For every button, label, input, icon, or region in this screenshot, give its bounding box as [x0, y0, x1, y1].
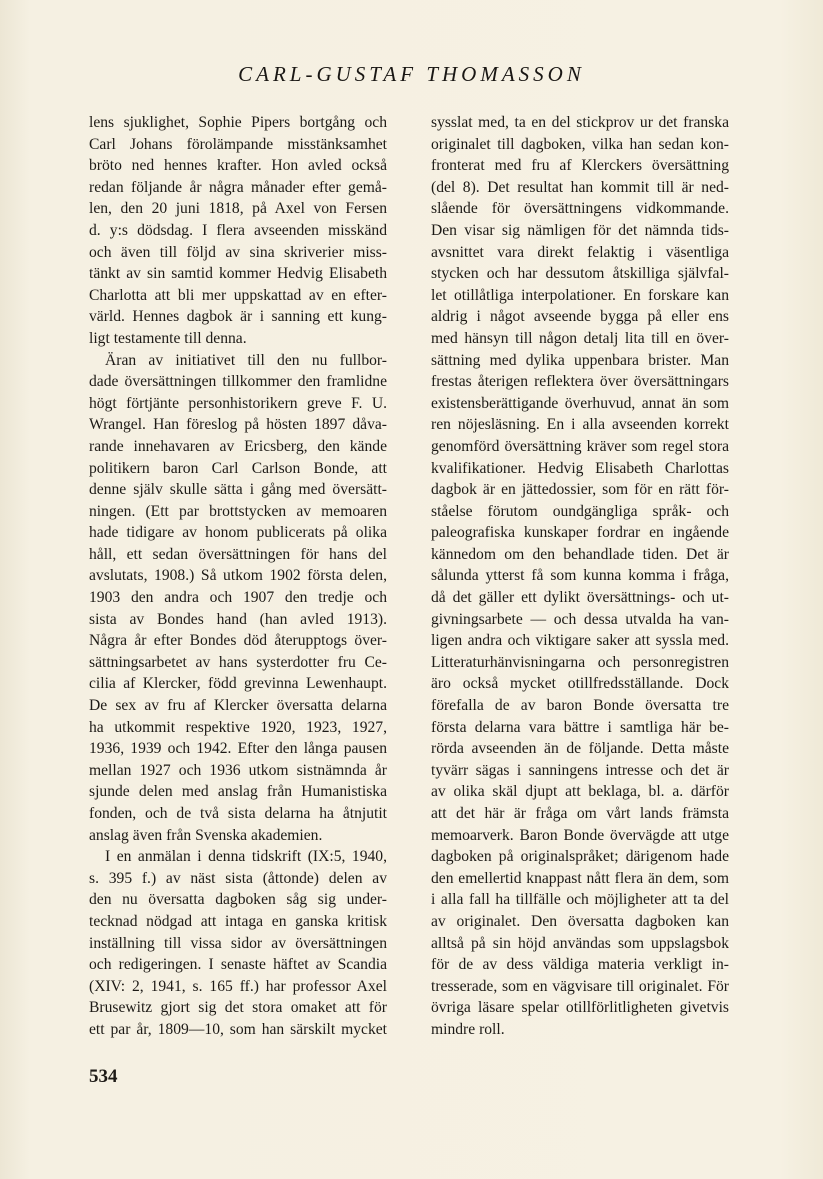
left-column-line: Charlotta att bli mer uppskattad av en efter-	[89, 286, 387, 304]
left-column-line: tänkt av sin samtid kommer Hedvig Elisabeth	[89, 265, 387, 283]
right-column-line: av olika skäl djupt att beklaga, bl. a. därför	[431, 783, 729, 801]
right-column-line: existensberättigande överhuvud, annat än som	[431, 394, 729, 412]
right-column-line: originalet till dagboken, vilka han sedan kon-	[431, 135, 729, 153]
right-column-line: övriga läsare spelar otillförlitligheten givetvis	[431, 999, 729, 1017]
left-column-line: anslag även från Svenska akademien.	[89, 826, 323, 844]
left-column-line: len, den 20 juni 1818, på Axel von Fersen	[89, 200, 387, 218]
left-column-line: s. 395 f.) av näst sista (åttonde) delen av	[89, 869, 387, 887]
left-column-line: avslutats, 1908.) Så utkom 1902 första delen,	[89, 567, 387, 585]
right-column-line: mindre roll.	[431, 1020, 505, 1038]
left-column-line: högt förtjänte personhistorikern greve F. U.	[89, 394, 387, 412]
left-column-line: sättningsarbetet av hans systerdotter fru Ce-	[89, 653, 387, 671]
left-column-line: lens sjuklighet, Sophie Pipers bortgång och	[89, 114, 387, 131]
right-column-line: let otillåtliga interpolationer. En forskare kan	[431, 286, 729, 304]
right-column-line: stycken och har dessutom åtskilliga självfal-	[431, 265, 729, 283]
running-head: CARL-GUSTAF THOMASSON	[238, 62, 585, 86]
right-column-line: då det gäller ett dylikt översättnings- och ut-	[431, 589, 729, 607]
left-column-line: sjunde delen med anslag från Humanistiska	[89, 783, 387, 801]
right-column-line: kännedom om den behandlade tiden. Det är	[431, 545, 729, 563]
left-column-line: dade översättningen tillkommer den framlidne	[89, 373, 387, 391]
left-column-line: sista av Bondes hand (han avled 1913).	[89, 610, 387, 628]
right-column-line: (del 8). Det resultat han kommit till är ned-	[431, 178, 729, 196]
left-column-line: I en anmälan i denna tidskrift (IX:5, 1940,	[105, 848, 387, 866]
right-column-line: första delarna vara bättre i samtliga här be-	[431, 718, 729, 736]
right-column-line: förefalla de av baron Bonde översatta tre	[431, 697, 729, 715]
left-column-line: rande innehavaren av Ericsberg, den kände	[89, 437, 387, 455]
left-column-line: inställning till vissa sidor av översättningen	[89, 934, 387, 952]
left-column-line: Några år efter Bondes död återupptogs över-	[89, 632, 387, 650]
left-column-line: håll, ett sedan översättningen för hans del	[89, 545, 387, 563]
right-column-line: med hänsyn till någon detalj lita till en över-	[431, 329, 729, 347]
left-column-line: den nu översatta dagboken såg sig under-	[89, 891, 387, 909]
right-column-line: att det här är fråga om vårt lands främsta	[431, 805, 729, 822]
right-column-line: frestas återigen reflektera över översättningars	[431, 373, 729, 391]
right-column-line: i alla fall ha tillfälle och möjligheter att ta del	[431, 891, 729, 909]
left-column-line: Äran av initiativet till den nu fullbor-	[105, 351, 387, 369]
right-column-line: paleografiska kunskaper fordrar en ingående	[431, 524, 729, 542]
right-column-line: ståelse förutom oundgängliga språk- och	[431, 502, 729, 520]
right-column-line: kvalifikationer. Hedvig Elisabeth Charlottas	[431, 459, 729, 477]
left-column-line: och redigeringen. I senaste häftet av Scandia	[89, 956, 387, 974]
left-column-line: ett par år, 1809—10, som han särskilt mycket	[89, 1020, 387, 1038]
left-column	[89, 112, 387, 1041]
right-column-line: ren nöjesläsning. En i alla avseenden korrekt	[431, 416, 729, 434]
left-column-line: 1936, 1939 och 1942. Efter den långa pausen	[89, 740, 387, 758]
right-column-line: tresserade, som en vägvisare till originalet. För	[431, 977, 729, 995]
left-column-line: tecknad nödgad att intaga en ganska kritisk	[89, 912, 387, 930]
left-column-line: Wrangel. Han föreslog på hösten 1897 dåva-	[89, 416, 387, 434]
right-column-line: av originalet. Den översatta dagboken kan	[431, 912, 729, 930]
left-column-line: ligt testamente till denna.	[89, 329, 247, 347]
right-column-line: rörda avseenden än de följande. Detta måste	[431, 740, 729, 758]
left-column-line: mellan 1927 och 1936 utkom sistnämnda år	[89, 761, 387, 779]
left-column-line: politikern baron Carl Carlson Bonde, att	[89, 459, 387, 477]
right-column-line: Den visar sig nämligen för det nämnda tids-	[431, 221, 729, 239]
right-column-line: memoarverk. Baron Bonde övervägde att utge	[431, 826, 729, 844]
right-column-line: sysslat med, ta en del stickprov ur det franska	[431, 114, 729, 131]
right-column-line: dagboken på originalspråket; därigenom hade	[431, 848, 729, 866]
right-column	[431, 112, 729, 1041]
left-column-line: ha utkommit respektive 1920, 1923, 1927,	[89, 718, 387, 736]
right-column-line: Litteraturhänvisningarna och personregistren	[431, 653, 729, 671]
right-column-line: alltså på sin höjd användas som uppslagsbok	[431, 934, 729, 952]
page-number: 534	[89, 1066, 118, 1087]
right-column-line: genomförd översättning kräver som regel stora	[431, 437, 729, 455]
right-column-line: fronterat med fru af Klerckers översättning	[431, 157, 729, 175]
right-column-line: den emellertid knappast nått flera än dem, som	[431, 869, 729, 887]
left-column-line: redan följande år några månader efter gemå-	[89, 178, 387, 196]
left-column-line: denne själv skulle sätta i gång med översätt-	[89, 481, 387, 499]
right-column-line: givningsarbete — och dessa utvalda ha van-	[431, 610, 729, 628]
left-column-line: bröto ned hennes krafter. Hon avled också	[89, 157, 387, 175]
right-column-line: sålunda ytterst få som kunna komma i fråga,	[431, 567, 729, 585]
left-column-line: (XIV: 2, 1941, s. 165 ff.) har professor Axel	[89, 977, 387, 995]
right-column-line: aldrig i något avseende bygga på eller ens	[431, 308, 729, 326]
left-column-line: ningen. (Ett par brottstycken av memoaren	[89, 502, 387, 520]
left-column-line: värld. Hennes dagbok är i sanning ett kung-	[89, 308, 387, 326]
left-column-line: De sex av fru af Klercker översatta delarna	[89, 697, 387, 715]
right-column-line: tyvärr sägas i sanningens intresse och det är	[431, 761, 729, 779]
right-column-line: avsnittet vara direkt felaktig i väsentliga	[431, 243, 729, 261]
right-column-line: slående för översättningens vidkommande.	[431, 200, 729, 218]
left-column-line: 1903 den andra och 1907 den tredje och	[89, 589, 387, 607]
left-column-line: Brusewitz gjort sig det stora omaket att för	[89, 999, 387, 1017]
right-column-line: för de av dess väldiga materia verkligt in-	[431, 956, 729, 974]
right-column-line: äro också mycket otillfredsställande. Dock	[431, 675, 729, 693]
left-column-line: och även till följd av sina skriverier miss-	[89, 243, 387, 261]
right-column-line: sättning med dylika uppenbara brister. Man	[431, 351, 729, 369]
left-column-line: cilia af Klercker, född grevinna Lewenhaupt.	[89, 675, 387, 693]
left-column-line: d. y:s dödsdag. I flera avseenden misskänd	[89, 221, 387, 239]
left-column-line: fonden, och de två sista delarna ha åtnjutit	[89, 805, 387, 822]
right-column-line: ligen andra och viktigare saker att syssla med.	[431, 632, 729, 650]
right-column-line: dagbok är en jättedossier, som för en rätt för-	[431, 481, 729, 499]
left-column-line: hade tidigare av honom publicerats på olika	[89, 524, 387, 542]
left-column-line: Carl Johans förolämpande misstänksamhet	[89, 135, 387, 153]
